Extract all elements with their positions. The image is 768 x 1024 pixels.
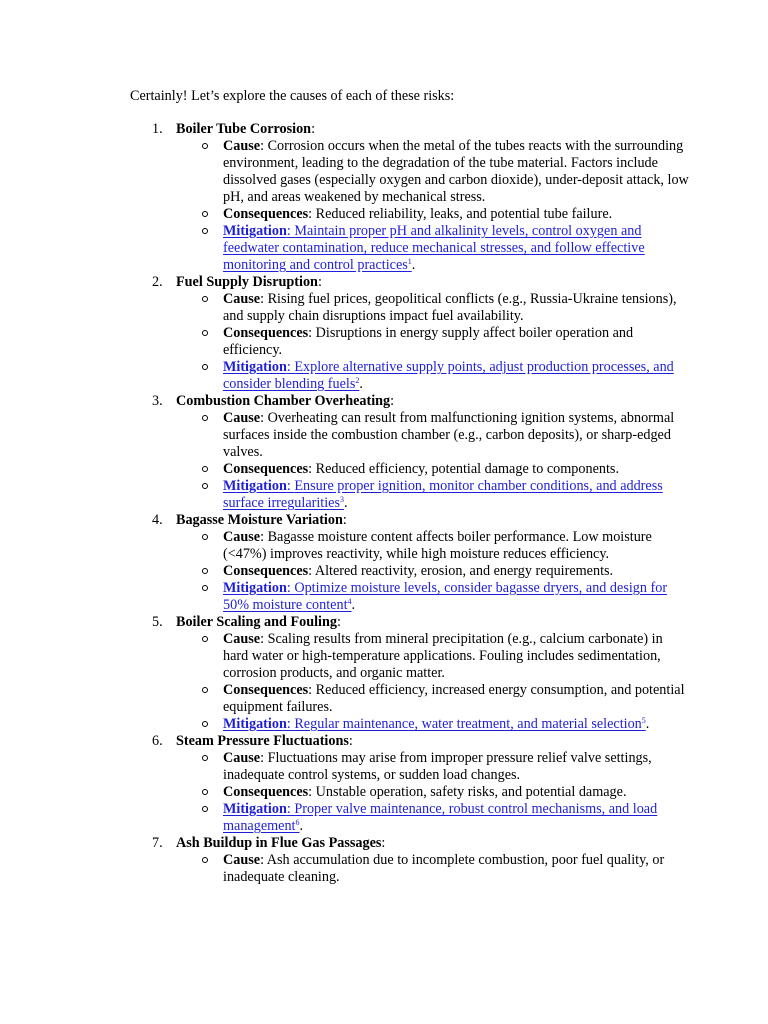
citation-ref[interactable]: 2 bbox=[355, 376, 360, 385]
bullet-icon bbox=[202, 330, 208, 336]
cause-label: Cause bbox=[223, 291, 261, 307]
risk-number: 7. bbox=[152, 835, 163, 851]
bullet-icon bbox=[202, 296, 208, 302]
consequences-label: Consequences bbox=[223, 563, 309, 579]
bullet-icon bbox=[202, 636, 208, 642]
risk-title: Bagasse Moisture Variation bbox=[176, 512, 343, 528]
bullet-icon bbox=[202, 789, 208, 795]
consequences-text: Reduced reliability, leaks, and potential tube failure. bbox=[315, 206, 613, 222]
mitigation-item: Mitigation: Maintain proper pH and alkalinity levels, control oxygen and feedwater contamination, reduce mechanical stresses, and follow effective monitoring and control practices$^1$. bbox=[176, 223, 690, 274]
mitigation-text: Ensure proper ignition, monitor chamber conditions, and address surface irregularities bbox=[223, 478, 663, 511]
bullet-icon bbox=[202, 415, 208, 421]
risk-details bbox=[176, 529, 690, 614]
mitigation-item: Mitigation: Proper valve maintenance, robust control mechanisms, and load management$^6$. bbox=[176, 801, 690, 835]
cause-label: Cause bbox=[223, 631, 261, 647]
mitigation-label: Mitigation bbox=[223, 359, 287, 375]
consequences-text: Reduced efficiency, potential damage to components. bbox=[315, 461, 619, 477]
cause-item: Cause: Ash accumulation due to incomplete combustion, poor fuel quality, or inadequate cleaning. bbox=[176, 852, 690, 886]
risk-details bbox=[176, 291, 690, 393]
bullet-icon bbox=[202, 143, 208, 149]
mitigation-item: Mitigation: Ensure proper ignition, monitor chamber conditions, and address surface irregularities$^3$. bbox=[176, 478, 690, 512]
risk-item: 2. Fuel Supply Disruption: Cause: Rising fuel prices, geopolitical conflicts (e.g., Russia-Ukraine tensions), and supply chain disruptions impact fuel availability. Consequences: Disruptions in energy supply affect boiler operation and efficiency. Mitigation: Explore alternative supply points, adjust production processes, and consider blending fuels$^2$. bbox=[130, 274, 690, 393]
cause-label: Cause bbox=[223, 410, 261, 426]
mitigation-label: Mitigation bbox=[223, 478, 287, 494]
mitigation-link[interactable]: Mitigation: Regular maintenance, water treatment, and material selection$^5$ bbox=[223, 716, 646, 732]
consequences-label: Consequences bbox=[223, 206, 309, 222]
risk-number: 1. bbox=[152, 121, 163, 137]
bullet-icon bbox=[202, 483, 208, 489]
bullet-icon bbox=[202, 364, 208, 370]
risk-details bbox=[176, 138, 690, 274]
cause-item: Cause: Corrosion occurs when the metal of the tubes reacts with the surrounding environment, leading to the degradation of the tube material. Factors include dissolved gases (especially oxygen and carbon dioxide), under-deposit attack, low pH, and areas weakened by mechanical stress. bbox=[176, 138, 690, 206]
risk-details bbox=[176, 631, 690, 733]
consequences-text: Disruptions in energy supply affect boiler operation and efficiency. bbox=[223, 325, 634, 358]
mitigation-label: Mitigation bbox=[223, 580, 287, 596]
bullet-icon bbox=[202, 568, 208, 574]
consequences-item: Consequences: Reduced efficiency, potential damage to components. bbox=[176, 461, 690, 478]
risk-title: Ash Buildup in Flue Gas Passages bbox=[176, 835, 382, 851]
mitigation-label: Mitigation bbox=[223, 716, 287, 732]
consequences-label: Consequences bbox=[223, 325, 309, 341]
cause-item: Cause: Overheating can result from malfunctioning ignition systems, abnormal surfaces inside the combustion chamber (e.g., carbon deposits), or sharp-edged valves. bbox=[176, 410, 690, 461]
mitigation-link[interactable]: Mitigation: Ensure proper ignition, monitor chamber conditions, and address surface irregularities$^3$ bbox=[223, 478, 663, 511]
mitigation-item: Mitigation: Explore alternative supply points, adjust production processes, and consider blending fuels$^2$. bbox=[176, 359, 690, 393]
risk-details bbox=[176, 410, 690, 512]
bullet-icon bbox=[202, 534, 208, 540]
mitigation-text: Explore alternative supply points, adjust production processes, and consider blending fuels bbox=[223, 359, 674, 392]
bullet-icon bbox=[202, 585, 208, 591]
cause-text: Bagasse moisture content affects boiler performance. Low moisture (<47%) improves reactivity, while high moisture reduces efficiency. bbox=[223, 529, 652, 562]
risk-item: 6. Steam Pressure Fluctuations: Cause: Fluctuations may arise from improper pressure relief valve settings, inadequate control systems, or sudden load changes. Consequences: Unstable operation, safety risks, and potential damage. Mitigation: Proper valve maintenance, robust control mechanisms, and load management$^6$. bbox=[130, 733, 690, 835]
bullet-icon bbox=[202, 687, 208, 693]
cause-label: Cause bbox=[223, 529, 261, 545]
risk-list bbox=[130, 121, 690, 886]
bullet-icon bbox=[202, 466, 208, 472]
consequences-item: Consequences: Disruptions in energy supply affect boiler operation and efficiency. bbox=[176, 325, 690, 359]
cause-label: Cause bbox=[223, 852, 261, 868]
citation-ref[interactable]: 5 bbox=[641, 716, 646, 725]
cause-label: Cause bbox=[223, 138, 261, 154]
mitigation-item: Mitigation: Optimize moisture levels, consider bagasse dryers, and design for 50% moisture content$^4$. bbox=[176, 580, 690, 614]
mitigation-label: Mitigation bbox=[223, 801, 287, 817]
mitigation-item: Mitigation: Regular maintenance, water treatment, and material selection$^5$. bbox=[176, 716, 690, 733]
mitigation-text: Optimize moisture levels, consider bagasse dryers, and design for 50% moisture content bbox=[223, 580, 668, 613]
citation-ref[interactable]: 6 bbox=[295, 818, 300, 827]
cause-text: Ash accumulation due to incomplete combustion, poor fuel quality, or inadequate cleaning. bbox=[223, 852, 665, 885]
cause-item: Cause: Fluctuations may arise from improper pressure relief valve settings, inadequate control systems, or sudden load changes. bbox=[176, 750, 690, 784]
risk-number: 5. bbox=[152, 614, 163, 630]
risk-details bbox=[176, 852, 690, 886]
risk-details bbox=[176, 750, 690, 835]
risk-item: 3. Combustion Chamber Overheating: Cause: Overheating can result from malfunctioning ignition systems, abnormal surfaces inside the combustion chamber (e.g., carbon deposits), or sharp-edged valves. Consequences: Reduced efficiency, potential damage to components. Mitigation: Ensure proper ignition, monitor chamber conditions, and address surface irregularities$^3$. bbox=[130, 393, 690, 512]
risk-item: 1. Boiler Tube Corrosion: Cause: Corrosion occurs when the metal of the tubes reacts with the surrounding environment, leading to the degradation of the tube material. Factors include dissolved gases (especially oxygen and carbon dioxide), under-deposit attack, low pH, and areas weakened by mechanical stress. Consequences: Reduced reliability, leaks, and potential tube failure. Mitigation: Maintain proper pH and alkalinity levels, control oxygen and feedwater contamination, reduce mechanical stresses, and follow effective monitoring and control practices$^1$. bbox=[152, 121, 689, 273]
mitigation-text: Maintain proper pH and alkalinity levels, control oxygen and feedwater contamination, reduce mechanical stresses, and follow effective monitoring and control practices bbox=[223, 223, 645, 273]
risk-number: 6. bbox=[152, 733, 163, 749]
intro-text: Certainly! Let’s explore the causes of each of these risks: bbox=[130, 88, 455, 104]
risk-title: Steam Pressure Fluctuations bbox=[176, 733, 349, 749]
consequences-text: Altered reactivity, erosion, and energy requirements. bbox=[314, 563, 614, 579]
citation-ref[interactable]: 3 bbox=[340, 495, 344, 504]
mitigation-link[interactable]: Mitigation: Explore alternative supply points, adjust production processes, and consider blending fuels$^2$ bbox=[223, 359, 674, 392]
cause-text: Fluctuations may arise from improper pressure relief valve settings, inadequate control systems, or sudden load changes. bbox=[223, 750, 652, 783]
risk-item: 4. Bagasse Moisture Variation: Cause: Bagasse moisture content affects boiler performance. Low moisture (<47%) improves reactivity, while high moisture reduces efficiency. Consequences: Altered reactivity, erosion, and energy requirements. Mitigation: Optimize moisture levels, consider bagasse dryers, and design for 50% moisture content$^4$. bbox=[130, 512, 690, 614]
cause-item: Cause: Rising fuel prices, geopolitical conflicts (e.g., Russia-Ukraine tensions), and supply chain disruptions impact fuel availability. bbox=[176, 291, 690, 325]
consequences-item: Consequences: Reduced efficiency, increased energy consumption, and potential equipment failures. bbox=[176, 682, 690, 716]
consequences-label: Consequences bbox=[223, 682, 309, 698]
risk-title: Combustion Chamber Overheating bbox=[176, 393, 391, 409]
bullet-icon bbox=[202, 857, 208, 863]
risk-item: 7. Ash Buildup in Flue Gas Passages: Cause: Ash accumulation due to incomplete combustion, poor fuel quality, or inadequate cleaning. bbox=[130, 835, 690, 886]
citation-ref[interactable]: 1 bbox=[407, 257, 412, 266]
mitigation-link[interactable]: Mitigation: Proper valve maintenance, robust control mechanisms, and load management$^6$ bbox=[223, 801, 658, 834]
cause-text: Scaling results from mineral precipitation (e.g., calcium carbonate) in hard water or high-temperature applications. Fouling includes sedimentation, corrosion products, and organic matter. bbox=[223, 631, 663, 681]
consequences-text: Reduced efficiency, increased energy consumption, and potential equipment failures. bbox=[223, 682, 685, 715]
risk-title: Boiler Scaling and Fouling bbox=[176, 614, 337, 630]
cause-item: Cause: Bagasse moisture content affects boiler performance. Low moisture (<47%) improves reactivity, while high moisture reduces efficiency. bbox=[176, 529, 690, 563]
consequences-item: Consequences: Unstable operation, safety risks, and potential damage. bbox=[176, 784, 690, 801]
bullet-icon bbox=[202, 755, 208, 761]
risk-number: 2. bbox=[152, 274, 163, 290]
bullet-icon bbox=[202, 228, 208, 234]
cause-text: Corrosion occurs when the metal of the tubes reacts with the surrounding environment, leading to the degradation of the tube material. Factors include dissolved gases (especially oxygen and carbon dioxide), under-deposit attack, low pH, and areas weakened by mechanical stress. bbox=[223, 138, 689, 205]
bullet-icon bbox=[202, 211, 208, 217]
cause-text: Rising fuel prices, geopolitical conflicts (e.g., Russia-Ukraine tensions), and supply chain disruptions impact fuel availability. bbox=[223, 291, 677, 324]
cause-label: Cause bbox=[223, 750, 261, 766]
risk-item: 5. Boiler Scaling and Fouling: Cause: Scaling results from mineral precipitation (e.g., calcium carbonate) in hard water or high-temperature applications. Fouling includes sedimentation, corrosion products, and organic matter. Consequences: Reduced efficiency, increased energy consumption, and potential equipment failures. Mitigation: Regular maintenance, water treatment, and material selection$^5$. bbox=[130, 614, 690, 733]
consequences-text: Unstable operation, safety risks, and potential damage. bbox=[315, 784, 627, 800]
risk-title: Boiler Tube Corrosion bbox=[176, 121, 312, 137]
risk-number: 3. bbox=[152, 393, 163, 409]
mitigation-label: Mitigation bbox=[223, 223, 287, 239]
mitigation-link[interactable]: Mitigation: Optimize moisture levels, consider bagasse dryers, and design for 50% moisture content$^4$ bbox=[223, 580, 668, 613]
bullet-icon bbox=[202, 806, 208, 812]
bullet-icon bbox=[202, 721, 208, 727]
consequences-item: Consequences: Reduced reliability, leaks, and potential tube failure. bbox=[176, 206, 690, 223]
mitigation-text: Regular maintenance, water treatment, and material selection bbox=[294, 716, 642, 732]
mitigation-text: Proper valve maintenance, robust control mechanisms, and load management bbox=[223, 801, 658, 834]
citation-ref[interactable]: 4 bbox=[347, 597, 352, 606]
mitigation-link[interactable]: Mitigation: Maintain proper pH and alkalinity levels, control oxygen and feedwater contamination, reduce mechanical stresses, and follow effective monitoring and control practices$^1$ bbox=[223, 223, 645, 273]
cause-text: Overheating can result from malfunctioning ignition systems, abnormal surfaces inside the combustion chamber (e.g., carbon deposits), or sharp-edged valves. bbox=[223, 410, 675, 460]
cause-item: Cause: Scaling results from mineral precipitation (e.g., calcium carbonate) in hard water or high-temperature applications. Fouling includes sedimentation, corrosion products, and organic matter. bbox=[176, 631, 690, 682]
risk-title: Fuel Supply Disruption bbox=[176, 274, 318, 290]
consequences-label: Consequences bbox=[223, 784, 309, 800]
risk-number: 4. bbox=[152, 512, 163, 528]
consequences-item: Consequences: Altered reactivity, erosion, and energy requirements. bbox=[176, 563, 690, 580]
consequences-label: Consequences bbox=[223, 461, 309, 477]
